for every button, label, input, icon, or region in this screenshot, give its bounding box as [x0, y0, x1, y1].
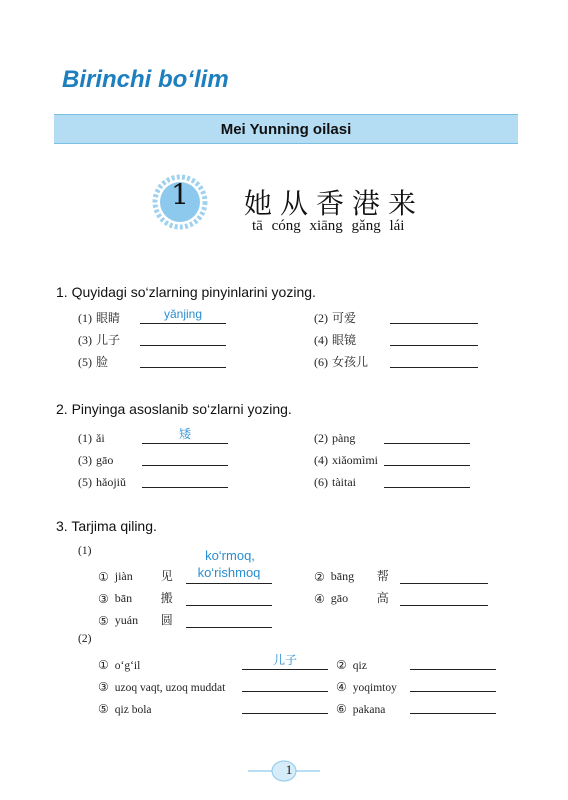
answer-field[interactable]: [140, 328, 226, 346]
task-1-item: [314, 330, 356, 348]
item-word: xiǎomìmi: [332, 453, 378, 467]
lesson-banner: [54, 114, 518, 144]
item-hanzi: 高: [376, 591, 389, 605]
task-3-item: [314, 588, 389, 606]
task-3-item: [314, 566, 389, 584]
task-3-item: [336, 676, 397, 694]
item-word: 女孩儿: [332, 355, 369, 369]
answer-field[interactable]: [390, 306, 478, 324]
task-3-item: [98, 566, 173, 584]
answer-field[interactable]: [384, 448, 470, 466]
item-number: (1): [78, 311, 92, 325]
item-pinyin: jiàn: [114, 569, 133, 583]
item-pinyin: bāng: [330, 569, 355, 583]
item-hanzi: 见: [160, 569, 173, 583]
task-2-title: 2. Pinyinga asoslanib so‘zlarni yozing.: [56, 401, 292, 417]
task-2-item: [78, 472, 126, 490]
item-pinyin: gāo: [330, 591, 349, 605]
item-number: ①: [98, 570, 109, 584]
answer-field[interactable]: [142, 448, 228, 466]
task-2-item: [78, 450, 113, 468]
answer-field[interactable]: [186, 588, 272, 606]
item-hanzi: 圆: [160, 613, 173, 627]
task-3-title: 3. Tarjima qiling.: [56, 518, 157, 534]
banner-title: Mei Yunning oilasi: [220, 121, 352, 138]
task-2-item: [314, 450, 378, 468]
answer-field[interactable]: [410, 674, 496, 692]
item-word: gāo: [96, 453, 114, 467]
task-3-item: [98, 588, 173, 606]
lesson-pinyin: tā cóng xiāng gǎng lái: [252, 218, 405, 234]
item-word: tàitai: [332, 475, 356, 489]
item-number: (5): [78, 355, 92, 369]
item-word: 儿子: [96, 333, 121, 347]
item-word: 眼睛: [96, 311, 121, 325]
item-word: uzoq vaqt, uzoq muddat: [114, 682, 226, 694]
item-word: qiz: [352, 660, 367, 672]
item-word: 可爱: [332, 311, 357, 325]
item-number: ⑤: [98, 614, 109, 628]
lesson-title: 她从香港来: [244, 187, 425, 220]
item-number: ②: [336, 658, 347, 672]
task-2-item: [314, 428, 355, 446]
item-word: o‘g‘il: [114, 660, 141, 672]
item-word: yoqimtoy: [352, 682, 397, 694]
answer-field[interactable]: [242, 696, 328, 714]
lesson-number: 1: [171, 178, 189, 211]
task-3-item: [98, 698, 152, 716]
item-pinyin: yuán: [114, 613, 139, 627]
item-word: pàng: [332, 431, 356, 445]
item-number: (4): [314, 453, 328, 467]
answer-field[interactable]: [384, 470, 470, 488]
answer-field[interactable]: ko‘rishmoq: [186, 566, 272, 584]
item-number: ⑤: [98, 702, 109, 716]
answer-field[interactable]: [140, 350, 226, 368]
answer-field[interactable]: [390, 350, 478, 368]
item-number: ①: [98, 658, 109, 672]
task-3-item: [336, 698, 385, 716]
item-number: (3): [78, 333, 92, 347]
page-number: 1: [285, 762, 293, 777]
task-1-item: [78, 308, 120, 326]
answer-field[interactable]: yǎnjing: [140, 306, 226, 324]
item-word: qiz bola: [114, 704, 152, 716]
item-number: ②: [314, 570, 325, 584]
task-3-item: [98, 676, 225, 694]
task-1-item: [314, 308, 356, 326]
item-hanzi: 帮: [376, 569, 389, 583]
task-3-item: [98, 654, 140, 672]
task-3-item: [336, 654, 367, 672]
task-1-item: [78, 352, 108, 370]
item-hanzi: 搬: [160, 591, 173, 605]
task-1-item: [314, 352, 368, 370]
task-3-item: [98, 610, 173, 628]
task-2-item: [78, 428, 105, 446]
item-number: ③: [98, 680, 109, 694]
item-number: (2): [314, 431, 328, 445]
item-number: ⑥: [336, 702, 347, 716]
item-number: (1): [78, 431, 92, 445]
answer-field[interactable]: [410, 696, 496, 714]
item-number: ④: [336, 680, 347, 694]
subtask-label: (2): [78, 633, 92, 645]
answer-field[interactable]: [242, 674, 328, 692]
item-pinyin: bān: [114, 591, 133, 605]
answer-field[interactable]: [390, 328, 478, 346]
item-number: (4): [314, 333, 328, 347]
answer-field[interactable]: [186, 610, 272, 628]
item-number: ④: [314, 592, 325, 606]
item-number: (6): [314, 475, 328, 489]
item-word: pakana: [352, 704, 386, 716]
item-word: hǎojiǔ: [96, 475, 126, 489]
answer-field[interactable]: 儿子: [242, 652, 328, 670]
answer-field[interactable]: [400, 566, 488, 584]
item-word: 眼镜: [332, 333, 357, 347]
task-1-title: 1. Quyidagi so‘zlarning pinyinlarini yozing.: [56, 284, 316, 300]
answer-field[interactable]: [400, 588, 488, 606]
task-1-item: [78, 330, 120, 348]
item-number: (3): [78, 453, 92, 467]
answer-field[interactable]: [142, 470, 228, 488]
item-number: (5): [78, 475, 92, 489]
answer-field[interactable]: [384, 426, 470, 444]
item-number: (2): [314, 311, 328, 325]
answer-field[interactable]: [410, 652, 496, 670]
item-number: (6): [314, 355, 328, 369]
subtask-label: (1): [78, 545, 92, 557]
handwritten-answer: ko‘rmoq,: [205, 548, 255, 563]
answer-field[interactable]: 矮: [142, 426, 228, 444]
item-number: ③: [98, 592, 109, 606]
task-2-item: [314, 472, 356, 490]
item-word: ǎi: [96, 431, 105, 445]
item-word: 脸: [96, 355, 109, 369]
part-title: Birinchi bo‘lim: [62, 66, 229, 93]
